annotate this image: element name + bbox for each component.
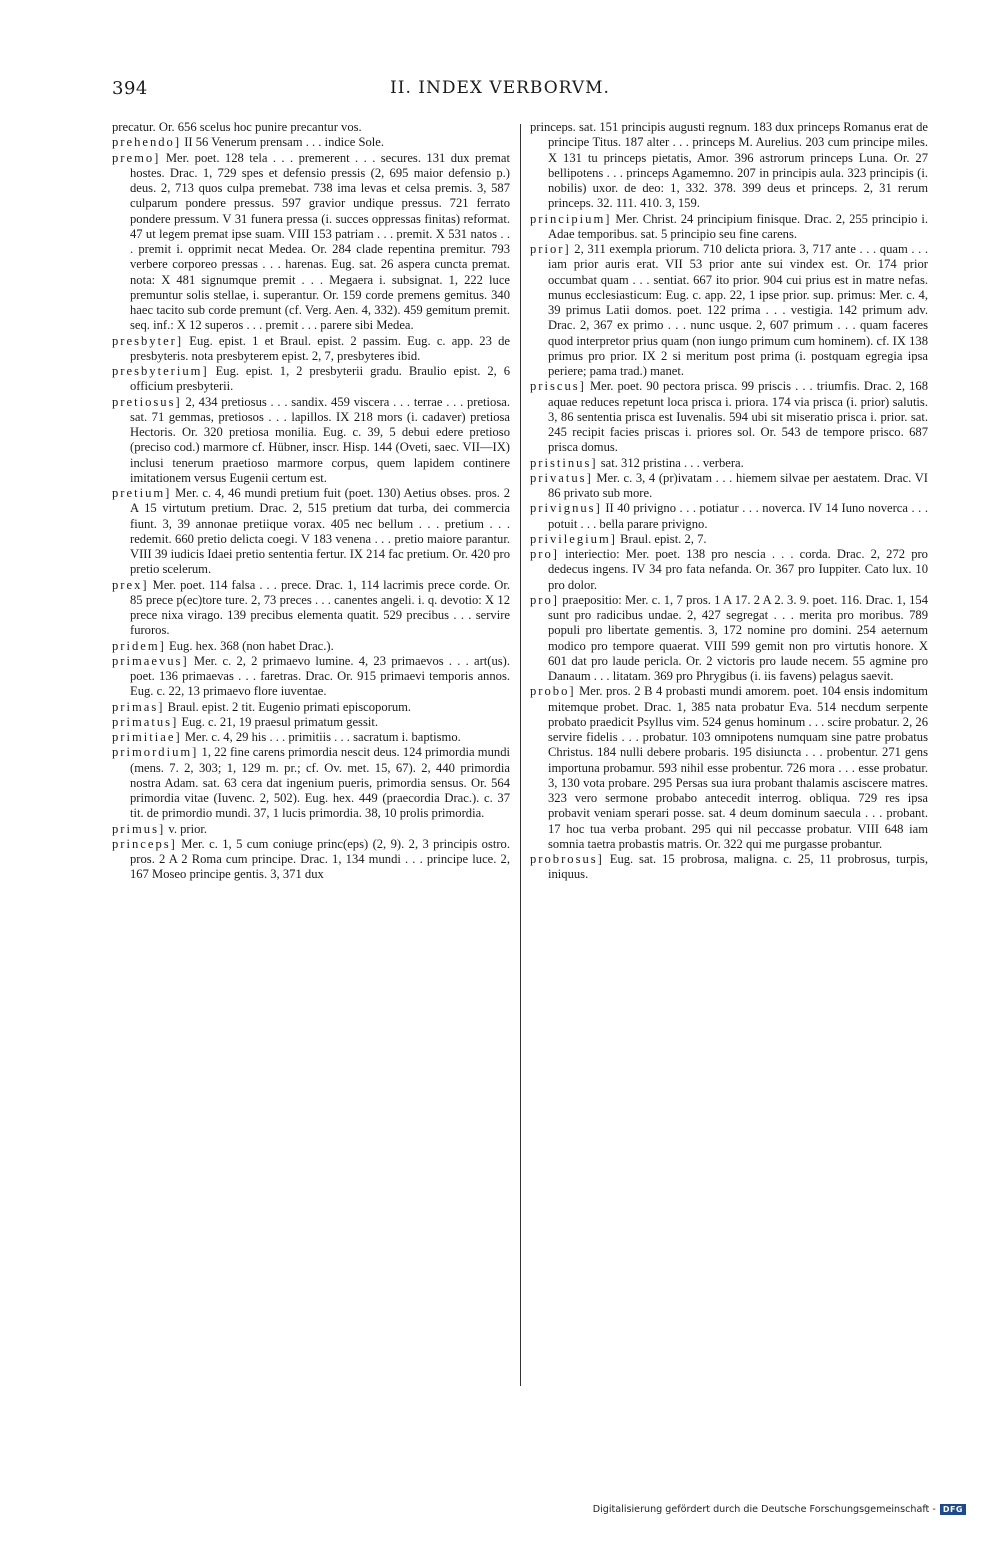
- entry-text: Eug. epist. 1, 2 presbyterii gradu. Braulio epist. 2, 6 officium presbyterii.: [130, 364, 511, 394]
- index-entry: [530, 547, 928, 593]
- footer-credit: [593, 1504, 966, 1515]
- entry-headword: primitiae]: [112, 730, 182, 744]
- index-entry: [112, 395, 510, 487]
- index-entry: [530, 471, 928, 502]
- entry-text: precatur. Or. 656 scelus hoc punire precantur vos.: [112, 120, 362, 134]
- entry-text: sat. 312 pristina . . . verbera.: [600, 455, 744, 470]
- index-entry: [112, 730, 510, 745]
- index-entry: [530, 501, 928, 532]
- left-column: [112, 120, 510, 883]
- entry-headword: prex]: [112, 577, 149, 592]
- entry-headword: pro]: [530, 592, 559, 607]
- entry-headword: presbyterium]: [112, 364, 209, 378]
- index-entry: [112, 486, 510, 578]
- entry-text: Mer. c. 4, 46 mundi pretium fuit (poet. 130) Aetius obses. pros. 2 A 15 virtutum pretium. Drac. 2, 515 pretium dat turba, dei commercia fiunt. 3, 39 annonae pretiique vorax. 405 nec bellum . . . pretium . . . redemit. 660 pretio delicta coegi. V 183 venena . . . pretio maiore parantur. VIII 39 iudicis Idaei pretio sententia fertur. IX 214 fac pretium. Or. 420 pro pretio scelerum.: [130, 486, 510, 577]
- entry-text: Braul. epist. 2 tit. Eugenio primati episcoporum.: [167, 699, 412, 714]
- index-entry: [530, 684, 928, 852]
- index-entry: [112, 837, 510, 883]
- index-entry: [530, 242, 928, 379]
- entry-headword: pro]: [530, 547, 559, 561]
- entry-headword: privatus]: [530, 470, 593, 485]
- footer-credit-text: Digitalisierung gefördert durch die Deutsche Forschungsgemeinschaft -: [592, 1504, 936, 1515]
- entry-headword: privignus]: [530, 501, 602, 516]
- page-number: 394: [112, 78, 148, 99]
- index-entry: [112, 715, 510, 730]
- entry-text: 1, 22 fine carens primordia nescit deus. 124 primordia mundi (mens. 7. 2, 303; 1, 129 m. pr.; cf. Ov. met. 15, 67). 2, 440 primordia nostra Adam. sat. 63 cera dat ingenium pueris, primordia sensus. Or. 564 primordia vitae (Iuvenc. 2, 502). Eug. hex. 449 (praecordia Drac.). c. 37 tit. de primordio mundi. 37, 1 lucis primordia. 38, 10 prolis primordia.: [130, 745, 510, 821]
- entry-text: II 56 Venerum prensam . . . indice Sole.: [184, 135, 385, 150]
- entry-text: Mer. c. 1, 5 cum coniuge princ(eps) (2, 9). 2, 3 principis ostro. pros. 2 A 2 Roma cum principe. Drac. 1, 134 mundi . . . principe luce. 2, 167 Moseo principe gentis. 3, 371 dux: [130, 836, 510, 882]
- entry-text: 2, 434 pretiosus . . . sandix. 459 viscera . . . terrae . . . pretiosa. sat. 71 gemmas, pretiosos . . . lapillos. IX 218 mors (i. cadaver) pretiosa Hectoris. Or. 320 pretiosa monilia. Eug. c. 39, 5 debui edere pretioso (preciso cod.) marmore cf. Hübner, inscr. Hisp. 144 (Oveti, saec. VII—IX) inclusi tenerum praetioso marmore corpus, quem lapidem continere imitationem versus Eugenii certum est.: [130, 394, 510, 485]
- index-entry: [112, 639, 510, 654]
- entry-text: interiectio: Mer. poet. 138 pro nescia . . . corda. Drac. 2, 272 pro dedecus ingens. IV 34 pro fata nefanda. Or. 367 pro Iuppiter. Cato lux. 10 pro dolor.: [548, 547, 928, 592]
- entry-text: Braul. epist. 2, 7.: [620, 531, 707, 546]
- entry-headword: probrosus]: [530, 852, 604, 866]
- entry-text: Mer. poet. 114 falsa . . . prece. Drac. 1, 114 lacrimis prece corde. Or. 85 prece p(ec)tore ture. 2, 73 preces . . . canentes angeli. i. q. devotio: X 12 prece nixa virago. 139 precibus elementa quatit. 529 precibus . . . servire furoros.: [130, 577, 510, 638]
- entry-text: Mer. pros. 2 B 4 probasti mundi amorem. poet. 104 ensis indomitum mitemque probet. Drac. 1, 385 nata probatur Eva. 514 necdum serpente probato praedicit Psyllus vim. 524 genus hominum . . . scire probatur. 2, 26 servire fidelis . . . probatur. 103 omnipotens numquam sine patre probatus Christus. 184 nulli debere probaris. 195 disiuncta . . . probentur. 271 gens importuna probamur. 593 nihil esse probentur. 726 mora . . . esse probatur. 3, 130 vota probare. 295 Persas sua iura probant thalamis asciscere matres. 323 vero sermone probabo antecedit interrog. obliqua. 729 res ipsa probavit veniam sperari posse. sat. 4 deum dominum saecula . . . probant. 17 hoc tua verba probant. 295 qui nil peccasse probatur. VIII 648 iam somnia taetra probastis matris. Or. 322 qui me purgasse probantur.: [548, 684, 928, 851]
- entry-text: Mer. poet. 90 pectora prisca. 99 priscis . . . triumfis. Drac. 2, 168 aquae reduces repetunt loca prisca i. priora. 174 via prisca (i. prior) salutis. 3, 86 sententia prisca est Iuvenalis. 594 ubi sit miseratio prisca i. prior. sat. 245 recipit facies priscas i. priores sol. Or. 543 de tempore prisco. 687 prisca domus.: [548, 379, 928, 455]
- index-entry: [112, 745, 510, 821]
- entry-headword: pretium]: [112, 486, 172, 500]
- entry-text: Mer. Christ. 24 principium finisque. Drac. 2, 255 principio i. Adae temporibus. sat. 5 principio seu fine carens.: [548, 211, 928, 241]
- entry-headword: primas]: [112, 699, 165, 714]
- dfg-logo: DFG: [940, 1504, 966, 1515]
- entry-headword: primatus]: [112, 714, 179, 729]
- index-entry: [530, 120, 928, 212]
- entry-headword: pristinus]: [530, 455, 598, 470]
- entry-text: II 40 privigno . . . potiatur . . . noverca. IV 14 Iuno noverca . . . potuit . . . bella parare privigno.: [548, 501, 928, 531]
- entry-headword: primaevus]: [112, 653, 189, 668]
- entry-text: v. prior.: [168, 821, 208, 836]
- index-entry: [530, 456, 928, 471]
- entry-text: Mer. c. 2, 2 primaevo lumine. 4, 23 primaevos . . . art(us). poet. 136 primaevas . . . faretras. Drac. Or. 915 primaevi temporis annos. Eug. c. 22, 13 primaevo flore iuventae.: [130, 653, 510, 699]
- entry-headword: premo]: [112, 150, 161, 165]
- right-column: [530, 120, 928, 883]
- entry-text: Mer. poet. 128 tela . . . premerent . . . secures. 131 dux premat hostes. Drac. 1, 729 spes et defensio pressis (2, 695 maior defensio p.) deus. 2, 713 quos culpa premebat. 738 ima levas et celsa premis. 3, 587 culparum pondere pressus. 597 gravior undique pressus. 721 ferrato pondere pressum. V 31 funera pressa (i. succes oppressas finitas) reformat. 47 ut legem premat ipse suam. VIII 153 patriam . . . premit. X 531 natos . . . premit i. opprimit necat Medea. Or. 284 clade repentina premitur. 793 verbere corporeo pressas . . . harenas. Eug. sat. 26 aspera cuncta premat. nota: X 481 signumque premit . . . Megaera i. subsignat. 1, 222 luce premuntur solis stellae, i. superantur. Or. 159 corde premens gemitus. 340 haec tacito sub corde premunt (cf. Verg. Aen. 4, 332). 459 gemitum premit. seq. inf.: X 12 superos . . . premit . . . parere sibi Medea.: [130, 150, 510, 333]
- column-divider: [520, 124, 521, 1386]
- index-entry: [112, 654, 510, 700]
- running-title: II. INDEX VERBORVM.: [390, 78, 610, 98]
- entry-headword: prior]: [530, 242, 571, 256]
- entry-headword: primus]: [112, 821, 166, 836]
- entry-headword: presbyter]: [112, 333, 184, 348]
- entry-headword: priscus]: [530, 379, 586, 394]
- entry-text: praepositio: Mer. c. 1, 7 pros. 1 A 17. 2 A 2. 3. 9. poet. 116. Drac. 1, 154 sunt pro radicibus undae. 2, 427 segregat . . . merita pro moribus. 789 populi pro libertate gementis. 3, 172 nomine pro domini. 254 aeternum modico pro tempore quaerat. VIII 599 gemit non pro virtutis honore. X 601 dat pro laude pericla. Or. 2 victoris pro laude necem. 55 agmine pro Danaum . . . litatam. 369 pro Phrygibus (i. iis favens) pelagus saevit.: [548, 592, 928, 683]
- index-entry: [112, 578, 510, 639]
- entry-headword: privilegium]: [530, 531, 617, 546]
- entry-text: Eug. c. 21, 19 praesul primatum gessit.: [181, 714, 379, 729]
- index-entry: [112, 822, 510, 837]
- index-entry: [112, 135, 510, 150]
- index-entry: [112, 700, 510, 715]
- index-entry: [530, 212, 928, 243]
- index-entry: [530, 532, 928, 547]
- entry-headword: probo]: [530, 684, 576, 699]
- entry-headword: pridem]: [112, 638, 166, 653]
- entry-headword: principium]: [530, 211, 612, 226]
- entry-text: Mer. c. 3, 4 (pr)ivatam . . . hiemem silvae per aestatem. Drac. VI 86 privato sub more.: [548, 470, 929, 500]
- entry-text: 2, 311 exempla priorum. 710 delicta priora. 3, 717 ante . . . quam . . . iam prior auris erat. VII 53 prior ante sui vindex est. Or. 174 prior occumbat quam . . . sentiat. 667 ito prior. 904 cui prius est in matre nefas. munus ecclesiasticum: Eug. c. app. 22, 1 ipse prior. sup. primus: Mer. c. 4, 39 primus Latii domos. poet. 122 prima . . . vestigia. 142 primum adv. Drac. 2, 367 ex primo . . . nunc usque. 2, 607 primum . . . quam faceres quod interpretor prius quam (non iungo primum cum hominem). cf. IX 138 primus pro prior. IX 2 si meritum post prima (i. postquam egregia ipsa periere; pama trad.) manet.: [548, 242, 928, 378]
- entry-text: princeps. sat. 151 principis augusti regnum. 183 dux princeps Romanus erat de principe Titus. 187 alter . . . princeps M. Aurelius. 203 cum principe miles. X 131 tu princeps pietatis, Amor. 396 astrorum princeps Luna. Or. 27 bellipotens . . . princeps Agamemno. 207 in principis aula. 323 principis (i. nobilis) uxor. de deo: 1, 332. 378. 399 deus et princeps. 2, 31 rerum princeps. 32. 111. 410. 3, 159.: [530, 120, 928, 211]
- index-entry: [530, 852, 928, 883]
- entry-text: Eug. epist. 1 et Braul. epist. 2 passim. Eug. c. app. 23 de presbyteris. nota presbyterem epist. 2, 7, presbyteres ibid.: [130, 333, 510, 363]
- entry-text: Eug. hex. 368 (non habet Drac.).: [169, 638, 334, 653]
- entry-headword: primordium]: [112, 745, 199, 760]
- entry-headword: prehendo]: [112, 135, 182, 150]
- entry-headword: princeps]: [112, 836, 177, 851]
- entry-text: Mer. c. 4, 29 his . . . primitiis . . . sacratum i. baptismo.: [184, 730, 461, 744]
- index-entry: [112, 334, 510, 365]
- index-entry: [112, 151, 510, 334]
- index-entry: [530, 593, 928, 685]
- entry-headword: pretiosus]: [112, 394, 182, 409]
- entry-text: Eug. sat. 15 probrosa, maligna. c. 25, 11 probrosus, turpis, iniquus.: [548, 852, 928, 882]
- index-entry: [112, 364, 510, 395]
- index-entry: [530, 379, 928, 455]
- index-entry: [112, 120, 510, 135]
